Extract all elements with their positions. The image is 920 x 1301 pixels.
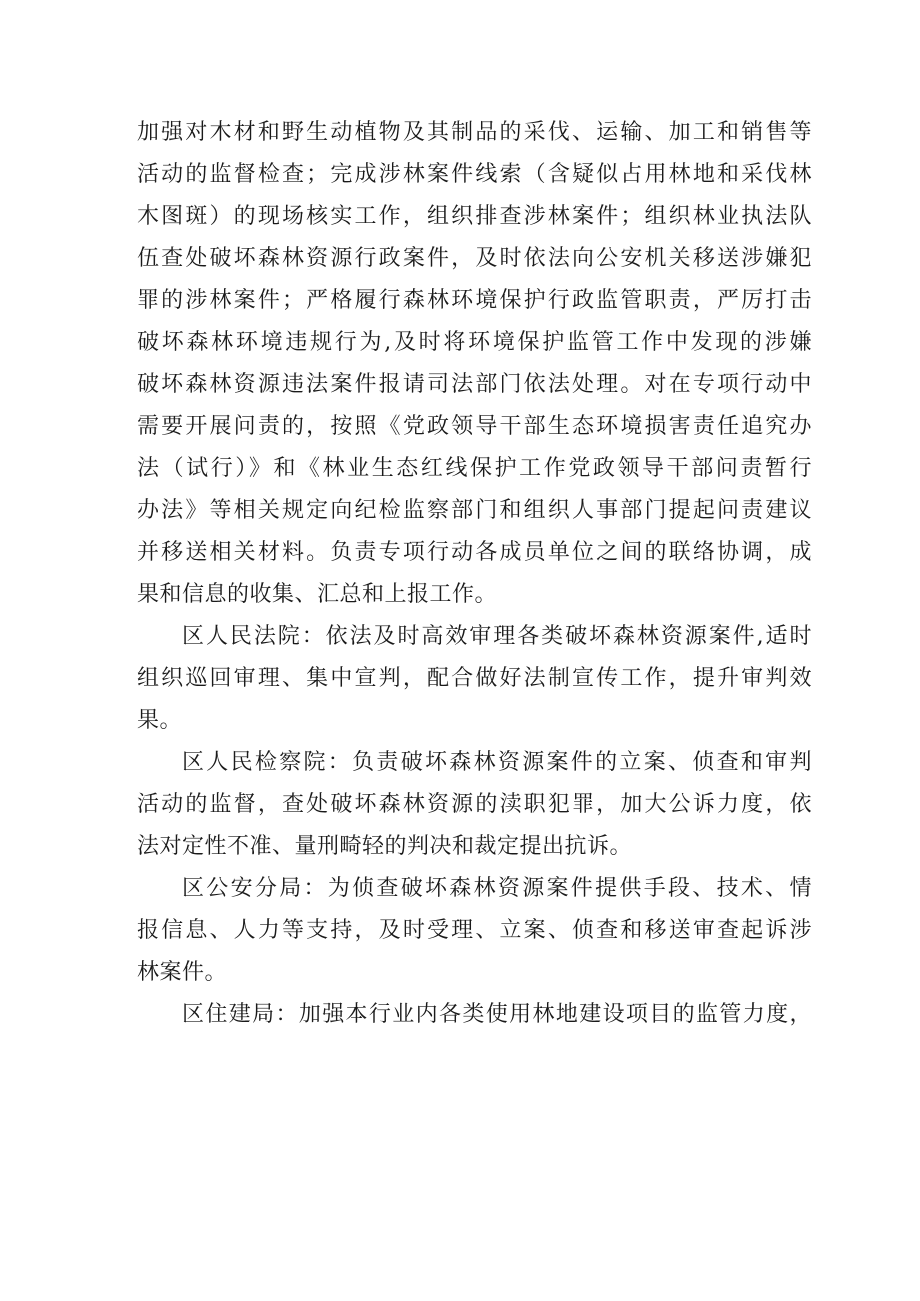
text-line: 法（试行）》和《林业生态红线保护工作党政领导干部问责暂行 [137,456,812,481]
text-line: 伍查处破坏森林资源行政案件，及时依法向公安机关移送涉嫌犯 [137,246,812,271]
text-line: 报信息、人力等支持，及时受理、立案、侦查和移送审查起诉涉 [137,918,812,943]
text-line: 破坏森林环境违规行为,及时将环境保护监管工作中发现的涉嫌 [137,330,812,355]
text-line: 活动的监督，查处破坏森林资源的渎职犯罪，加大公诉力度，依 [137,792,812,817]
text-line: 并移送相关材料。负责专项行动各成员单位之间的联络协调，成 [137,540,812,565]
text-line: 果。 [137,708,183,733]
text-line: 破坏森林资源违法案件报请司法部门依法处理。对在专项行动中 [137,372,812,397]
paragraph-public-security [137,868,812,994]
paragraph-district-court [137,616,812,742]
paragraph-forestry-bureau [137,112,812,616]
text-line: 活动的监督检查；完成涉林案件线索（含疑似占用林地和采伐林 [137,162,812,187]
text-line: 罪的涉林案件；严格履行森林环境保护行政监管职责，严厉打击 [137,288,812,313]
text-line: 办法》等相关规定向纪检监察部门和组织人事部门提起问责建议 [137,498,812,523]
text-line: 区公安分局：为侦查破坏森林资源案件提供手段、技术、情 [182,876,812,901]
text-line: 区人民检察院：负责破坏森林资源案件的立案、侦查和审判 [182,750,812,775]
text-line: 需要开展问责的，按照《党政领导干部生态环境损害责任追究办 [137,414,812,439]
text-line: 区人民法院：依法及时高效审理各类破坏森林资源案件,适时 [182,624,812,649]
document-body [137,112,812,1036]
paragraph-housing-bureau [137,994,812,1036]
text-line: 木图斑）的现场核实工作，组织排查涉林案件；组织林业执法队 [137,204,812,229]
paragraph-district-procuratorate [137,742,812,868]
text-line: 区住建局：加强本行业内各类使用林地建设项目的监管力度， [182,1002,812,1027]
text-line: 加强对木材和野生动植物及其制品的采伐、运输、加工和销售等 [137,120,812,145]
text-line: 林案件。 [137,960,228,985]
text-line: 组织巡回审理、集中宣判，配合做好法制宣传工作，提升审判效 [137,666,812,691]
text-line: 果和信息的收集、汇总和上报工作。 [137,582,498,607]
text-line: 法对定性不准、量刑畸轻的判决和裁定提出抗诉。 [137,834,633,859]
